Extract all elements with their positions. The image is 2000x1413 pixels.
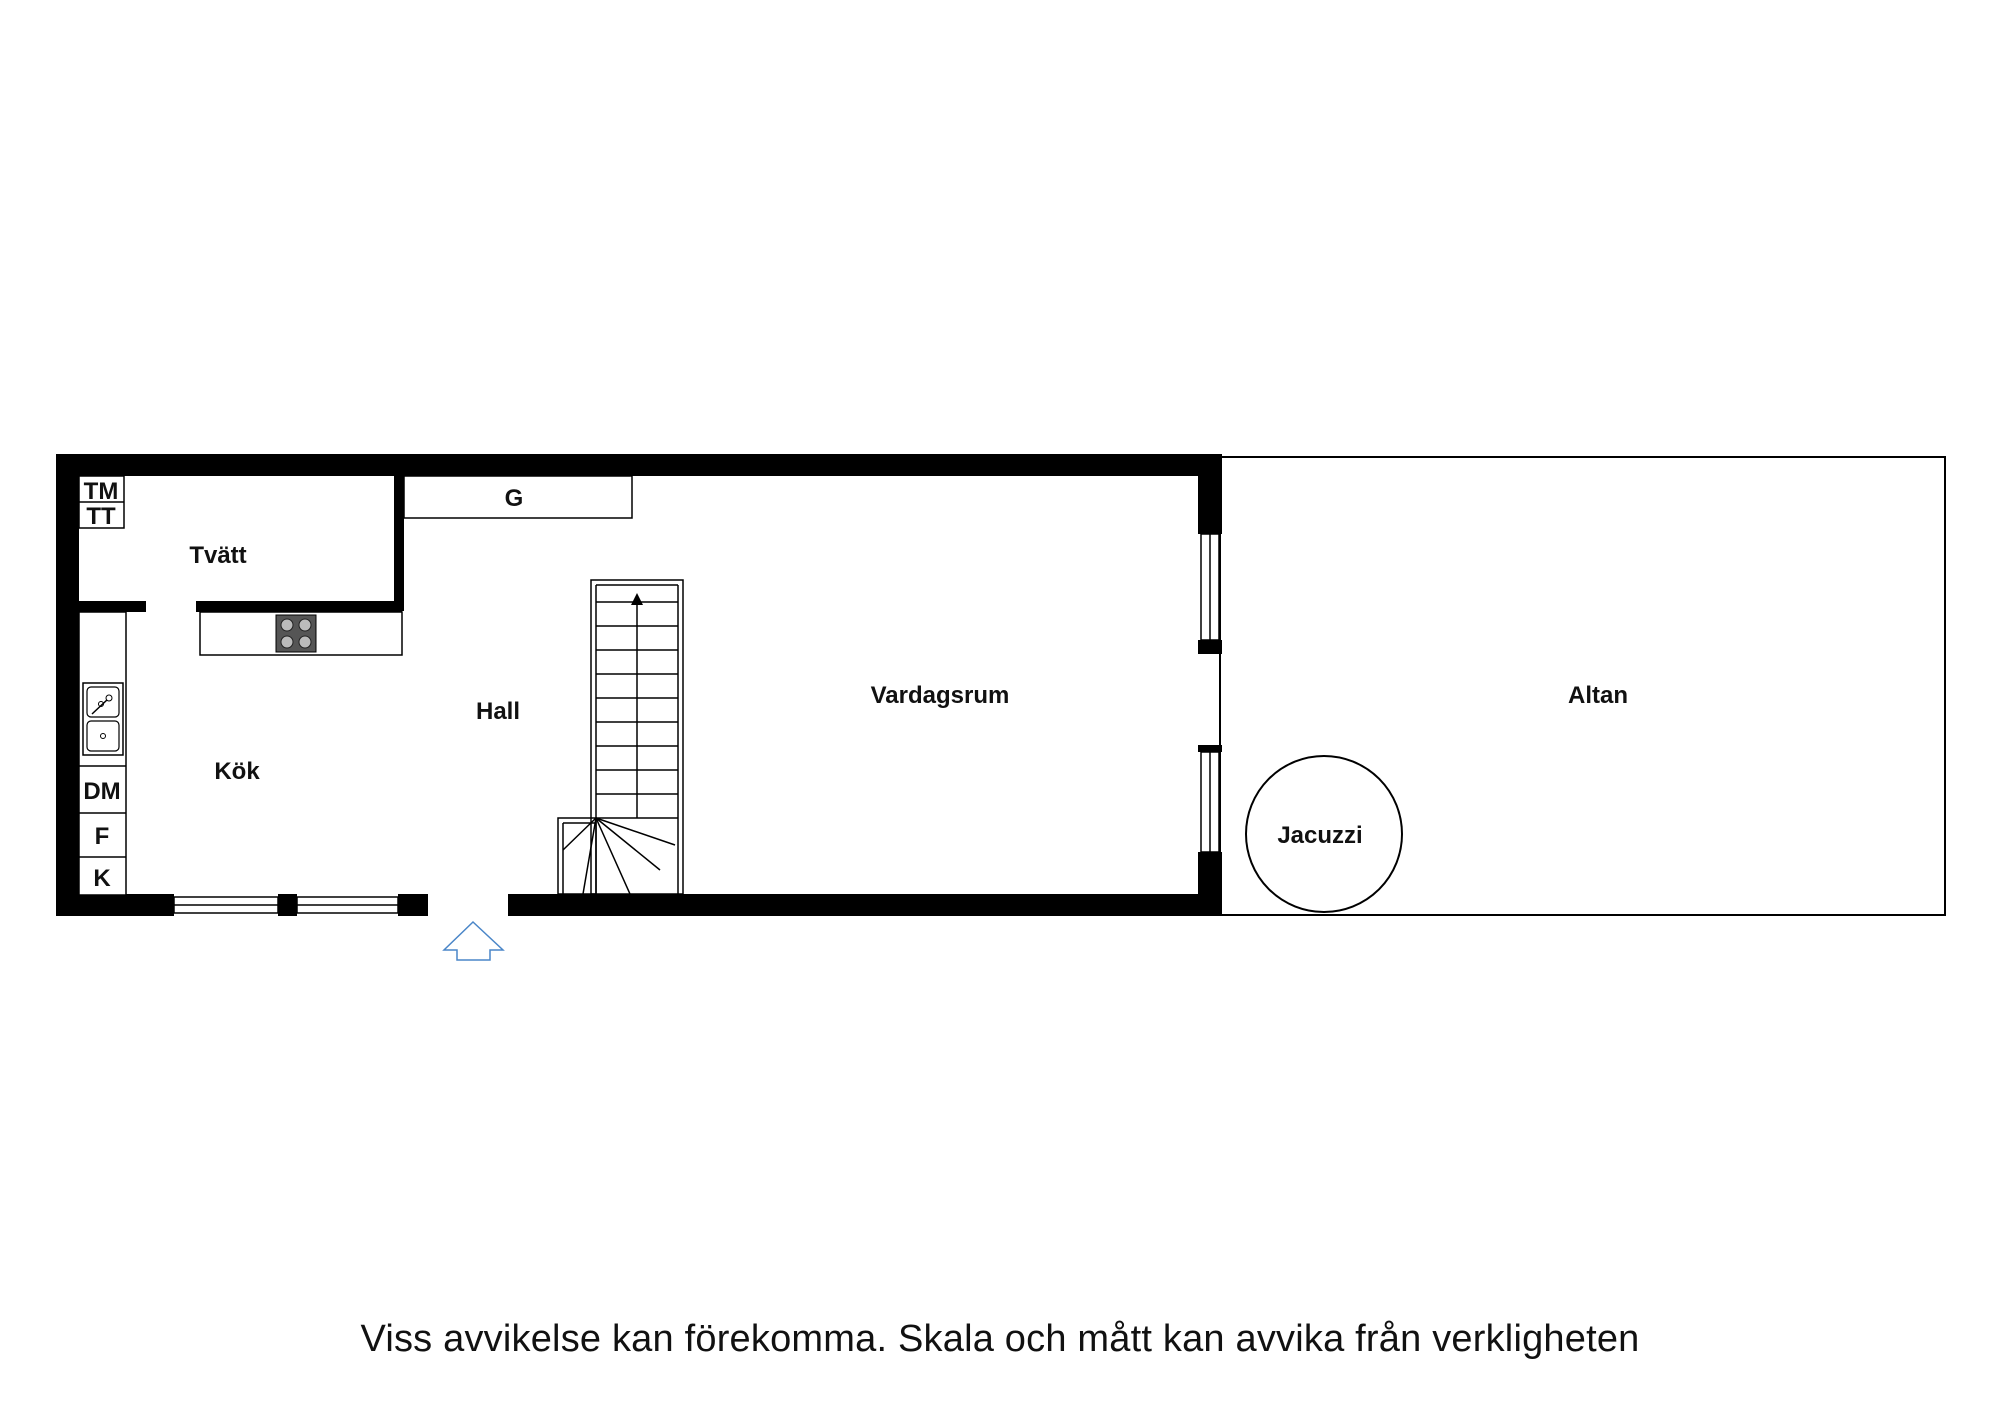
tumble-dryer-label: TT [86, 503, 116, 530]
dishwasher-label: DM [83, 778, 121, 805]
disclaimer-text: Viss avvikelse kan förekomma. Skala och mått kan avvika från verkligheten [360, 1318, 1640, 1360]
washing-machine-label: TM [83, 478, 119, 505]
room-label-vardagsrum: Vardagsrum [870, 682, 1010, 709]
stair-arrow-icon [631, 593, 643, 605]
room-label-tvatt: Tvätt [189, 542, 247, 569]
wardrobe-label: G [504, 485, 524, 512]
stove-icon [276, 615, 316, 652]
room-label-kok: Kök [214, 758, 260, 785]
exterior-walls [56, 454, 1222, 916]
staircase [558, 580, 683, 894]
fridge-label: F [94, 823, 110, 850]
room-label-jacuzzi: Jacuzzi [1277, 822, 1363, 849]
freezer-label: K [93, 865, 111, 892]
entrance-arrow-icon [444, 922, 503, 960]
windows [174, 534, 1219, 913]
room-label-hall: Hall [475, 698, 521, 725]
interior-walls [79, 470, 404, 612]
sink-icon [83, 683, 123, 755]
room-label-altan: Altan [1568, 682, 1628, 709]
